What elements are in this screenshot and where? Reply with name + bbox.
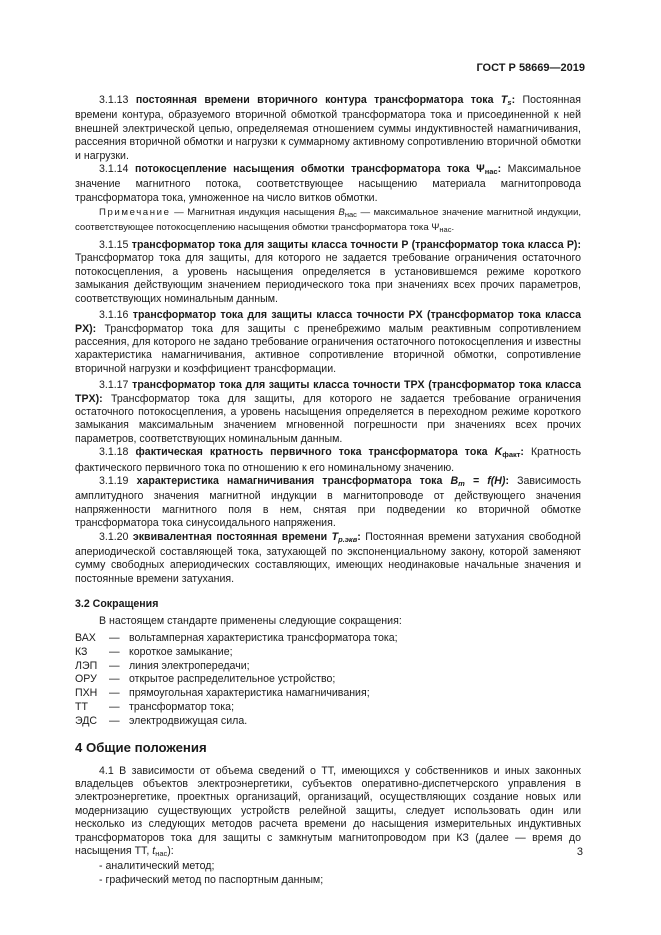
abbreviation-item: ТТ — трансформатор тока;	[75, 701, 235, 714]
term-name: эквивалентная постоянная времени	[132, 530, 328, 543]
term-3-1-15: 3.1.15 трансформатор тока для защиты класса точности P (трансформатор тока класса P): Трансформатор тока для защиты, для которого не задается требование ограничения остаточного потокосцепления, а уровень насыщения определяется в установившемся режиме короткого замыкания действующим значением периодического тока при значениях всех прочих параметров, соответствующих номинальным данным.	[75, 239, 581, 305]
abbreviation-item: ЭДС — электродвижущая сила.	[75, 714, 248, 727]
abbreviation-item: ЛЭП — линия электропередачи;	[75, 659, 250, 672]
paragraph-4-1: 4.1 В зависимости от объема сведений о ТТ, имеющихся у собственников и иных законных владельцев объектов электроэнергетики, субъектов оперативно-диспетчерского управления в электроэнергетике, проектных организаций, организаций, осуществляющих создание новых или модернизацию существующих устройств релейной защиты, следует использовать один или несколько из следующих методов расчета времени до насыщения измерительных индуктивных трансформаторов тока для защиты с замкнутым магнитопроводом при КЗ (далее — время до насыщения ТТ, $t_{нас}$):	[75, 764, 581, 859]
term-definition: Трансформатор тока для защиты с пренебрежимо малым реактивным сопротивлением рассеяния, для которого не задано требование ограничения остаточного потокосцепления и известны характеристика намагничивания, активное сопротивление вторичной обмотки, сопротивление вторичной нагрузки и коэффициент трансформации.	[75, 322, 581, 375]
term-3-1-16: 3.1.16 трансформатор тока для защиты класса точности PX (трансформатор тока класса PX): Трансформатор тока для защиты с пренебрежимо малым реактивным сопротивлением рассеяния, для которого не задано требование ограничения остаточного потокосцепления и известны характеристика намагничивания, активное сопротивление вторичной обмотки, сопротивление вторичной нагрузки и коэффициент трансформации.	[75, 309, 581, 375]
term-3-1-19: 3.1.19 характеристика намагничивания трансформатора тока $B_m = f(H)$: Зависимость амплитудного значения магнитной индукции в магнитопроводе от действующего значения напряженности магнитного поля в нем, снятая при подведении ко вторичной обмотке трансформатора тока синусоидального напряжения.	[75, 474, 581, 530]
abbr-intro: В настоящем стандарте применены следующие сокращения:	[99, 614, 402, 627]
page-content	[75, 94, 581, 887]
abbreviation-list	[75, 632, 581, 729]
document-header: ГОСТ Р 58669—2019	[476, 62, 585, 74]
section-heading-3-2: 3.2 Сокращения	[75, 598, 159, 611]
section-heading-4: 4 Общие положения	[75, 739, 207, 755]
abbreviation-item: ПХН — прямоугольная характеристика намагничивания;	[75, 687, 370, 700]
term-name: постоянная времени вторичного контура трансформатора тока	[135, 94, 494, 106]
term-definition: Максимальное значение магнитного потока, соответствующее насыщению материала магнитопровода трансформатора тока, умноженное на число витков обмотки.	[75, 163, 581, 204]
term-definition: Постоянная времени затухания свободной апериодической составляющей тока, затухающей по экспоненциальному закону, которой заменяют сумму свободных апериодических составляющих, имеющих неодинаковые начальные значения и постоянные времени затухания.	[75, 530, 581, 585]
abbreviation-item: ВАХ — вольтамперная характеристика трансформатора тока;	[75, 632, 398, 645]
list-item: - аналитический метод;	[99, 860, 215, 873]
list-item: - графический метод по паспортным данным;	[99, 873, 324, 886]
term-3-1-13: 3.1.13 постоянная времени вторичного контура трансформатора тока $T_s$: Постоянная времени контура, образуемого вторичной обмоткой трансформатора тока и присоединенной к ней внешней электрической цепью, определяемая отношением суммы индуктивностей намагничивания, рассеяния вторичной обмотки и нагрузки к суммарному активному сопротивлению вторичной обмотки и нагрузки.	[75, 94, 581, 162]
term-definition: Постоянная времени контура, образуемого вторичной обмоткой трансформатора тока и присоединенной к ней внешней электрической цепью, определяемая отношением суммы индуктивностей намагничивания, рассеяния вторичной обмотки и нагрузки к суммарному активному сопротивлению вторичной обмотки и нагрузки.	[75, 94, 581, 162]
term-name: характеристика намагничивания трансформатора тока	[136, 474, 443, 487]
term-name: фактическая кратность первичного тока трансформатора тока	[135, 446, 488, 459]
abbreviation-item: ОРУ — открытое распределительное устройство;	[75, 673, 336, 686]
note: Примечание — Магнитная индукция насыщения $B_{нас}$ — максимальное значение магнитной индукции, соответствующее потокосцеплению насыщения обмотки трансформатора тока $\Psi_{нас}$.	[75, 207, 581, 234]
term-name: трансформатор тока для защиты класса точности TPX (трансформатор тока класса TPX):	[75, 379, 581, 405]
term-definition: Кратность фактического первичного тока по отношению к его номинальному значению.	[75, 446, 581, 474]
term-name: трансформатор тока для защиты класса точности PX (трансформатор тока класса PX):	[75, 309, 581, 335]
note-label: Примечание	[99, 207, 171, 219]
term-definition: Трансформатор тока для защиты, для которого не задается требование ограничения остаточного потокосцепления, а уровень насыщения определяется в установившемся режиме короткого замыкания действующим значением периодического тока при значениях всех прочих параметров, соответствующих номинальным данным.	[75, 252, 581, 305]
term-3-1-17: 3.1.17 трансформатор тока для защиты класса точности TPX (трансформатор тока класса TPX): Трансформатор тока для защиты, для которого не задается требование ограничения остаточного потокосцепления, а уровень насыщения определяется в переходном режиме короткого замыкания максимальным значением мгновенной погрешности при значениях всех прочих параметров, соответствующих номинальным данным.	[75, 379, 581, 445]
term-3-1-18: 3.1.18 фактическая кратность первичного тока трансформатора тока $K_{факт}$: Кратность фактического первичного тока по отношению к его номинальному значению.	[75, 446, 581, 474]
abbreviation-item: КЗ — короткое замыкание;	[75, 645, 233, 658]
term-name: трансформатор тока для защиты класса точности P (трансформатор тока класса P):	[131, 239, 581, 252]
page-number: 3	[576, 846, 583, 858]
term-3-1-14: 3.1.14 потокосцепление насыщения обмотки трансформатора тока $\Psi_{нас}$: Максимальное значение магнитного потока, соответствующее насыщению материала магнитопровода трансформатора тока, умноженное на число витков обмотки.	[75, 163, 581, 204]
term-definition: Зависимость амплитудного значения магнитной индукции в магнитопроводе от действующего значения напряженности магнитного поля в нем, снятая при подведении ко вторичной обмотке трансформатора тока синусоидального напряжения.	[75, 474, 581, 530]
term-3-1-20: 3.1.20 эквивалентная постоянная времени $T_{p.экв}$: Постоянная времени затухания свободной апериодической составляющей тока, затухающей по экспоненциальному закону, которой заменяют сумму свободных апериодических составляющих, имеющих неодинаковые начальные значения и постоянные времени затухания.	[75, 530, 581, 585]
term-definition: Трансформатор тока для защиты, для которого не задается требование ограничения остаточного потокосцепления, а уровень насыщения определяется в переходном режиме короткого замыкания максимальным значением мгновенной погрешности при значениях всех прочих параметров, соответствующих номинальным данным.	[75, 392, 581, 445]
term-name: потокосцепление насыщения обмотки трансформатора тока	[135, 163, 470, 176]
